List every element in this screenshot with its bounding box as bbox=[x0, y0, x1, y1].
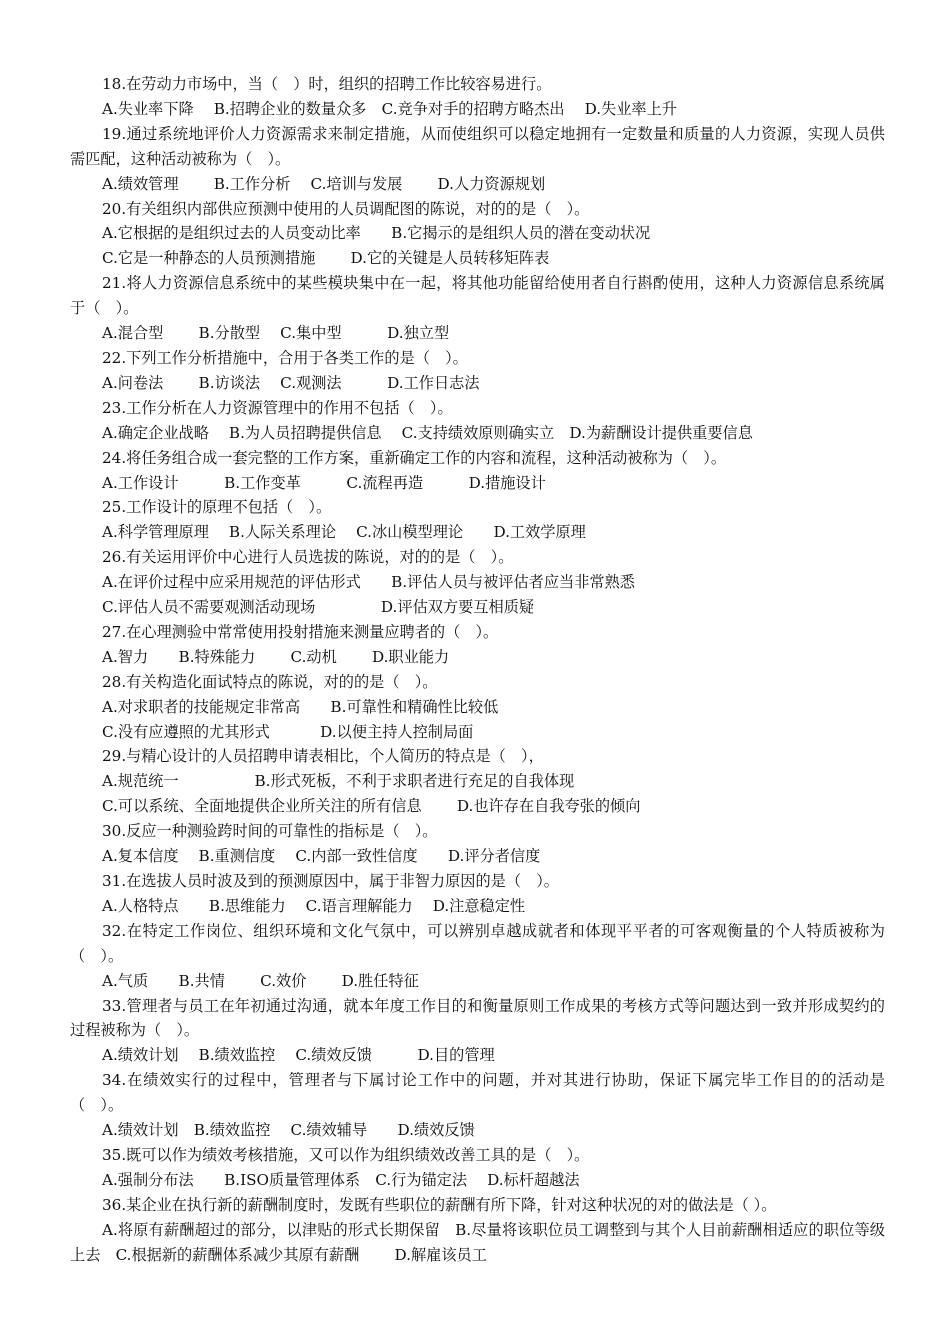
answer-options: A.强制分布法 B.ISO质量管理体系 C.行为锚定法 D.标杆超越法 bbox=[102, 1170, 580, 1189]
answer-options: A.规范统一 B.形式死板，不利于求职者进行充足的自我体现 bbox=[102, 772, 575, 791]
answer-options: A.人格特点 B.思维能力 C.语言理解能力 D.注意稳定性 bbox=[102, 896, 526, 915]
answer-options: A.混合型 B.分散型 C.集中型 D.独立型 bbox=[102, 324, 450, 343]
answer-options: A.绩效计划 B.绩效监控 C.绩效反馈 D.目的管理 bbox=[102, 1046, 495, 1065]
question-text: 26.有关运用评价中心进行人员选拔的陈说，对的的是（ ）。 bbox=[102, 548, 514, 567]
answer-options: A.绩效计划 B.绩效监控 C.绩效辅导 D.绩效反馈 bbox=[102, 1121, 475, 1140]
answer-options: C.评估人员不需要观测活动现场 D.评估双方要互相质疑 bbox=[102, 598, 535, 617]
question-text: 36.某企业在执行新的薪酬制度时，发既有些职位的薪酬有所下降，针对这种状况的对的做法是（ ）。 bbox=[102, 1195, 777, 1214]
answer-options: A.确定企业战略 B.为人员招聘提供信息 C.支持绩效原则确实立 D.为薪酬设计提供重要信息 bbox=[102, 423, 753, 442]
question-text: 35.既可以作为绩效考核措施，又可以作为组织绩效改善工具的是（ ）。 bbox=[102, 1145, 590, 1164]
answer-options: C.没有应遵照的尤其形式 D.以便主持人控制局面 bbox=[102, 722, 474, 741]
answer-options: A.对求职者的技能规定非常高 B.可靠性和精确性比较低 bbox=[102, 697, 499, 716]
question-text: 29.与精心设计的人员招聘申请表相比，个人简历的特点是（ ）， bbox=[102, 747, 544, 766]
question-text: 18.在劳动力市场中，当（ ）时，组织的招聘工作比较容易进行。 bbox=[102, 75, 552, 93]
question-text: 32.在特定工作岗位、组织环境和文化气氛中，可以辨别卓越成就者和体现平平者的可客观衡量的个人特质被称为（ ）。 bbox=[70, 921, 885, 965]
answer-options: C.它是一种静态的人员预测措施 D.它的关键是人员转移矩阵表 bbox=[102, 249, 550, 268]
answer-options: A.它根据的是组织过去的人员变动比率 B.它揭示的是组织人员的潜在变动状况 bbox=[102, 224, 651, 243]
question-text: A.将原有薪酬超过的部分，以津贴的形式长期保留 B.尽量将该职位员工调整到与其个人目前薪酬相适应的职位等级上去 C.根据新的薪酬体系减少其原有薪酬 D.解雇该员工 bbox=[70, 1220, 885, 1264]
answer-options: A.工作设计 B.工作变革 C.流程再造 D.措施设计 bbox=[102, 473, 546, 492]
question-text: 30.反应一种测验跨时间的可靠性的指标是（ ）。 bbox=[102, 822, 438, 841]
answer-options: A.在评价过程中应采用规范的评估形式 B.评估人员与被评估者应当非常熟悉 bbox=[102, 573, 635, 592]
answer-options: A.科学管理原理 B.人际关系理论 C.冰山模型理论 D.工效学原理 bbox=[102, 523, 586, 542]
answer-options: A.绩效管理 B.工作分析 C.培训与发展 D.人力资源规划 bbox=[102, 174, 546, 193]
question-text: 25.工作设计的原理不包括（ ）。 bbox=[102, 498, 332, 517]
question-text: 27.在心理测验中常常使用投射措施来测量应聘者的（ ）。 bbox=[102, 622, 499, 641]
question-text: 19.通过系统地评价人力资源需求来制定措施，从而使组织可以稳定地拥有一定数量和质量的人力资源，实现人员供需匹配，这种活动被称为（ ）。 bbox=[70, 124, 885, 168]
answer-options: A.气质 B.共情 C.效价 D.胜任特征 bbox=[102, 971, 419, 990]
answer-options: C.可以系统、全面地提供企业所关注的所有信息 D.也许存在自我夸张的倾向 bbox=[102, 797, 641, 816]
question-text: 24.将任务组合成一套完整的工作方案，重新确定工作的内容和流程，这种活动被称为（ ）。 bbox=[102, 448, 727, 467]
question-text: 34.在绩效实行的过程中，管理者与下属讨论工作中的问题，并对其进行协助，保证下属完毕工作目的的活动是（ ）。 bbox=[70, 1071, 885, 1115]
answer-options: A.失业率下降 B.招聘企业的数量众多 C.竞争对手的招聘方略杰出 D.失业率上升 bbox=[102, 99, 677, 118]
document-page bbox=[70, 72, 885, 1268]
question-text: 22.下列工作分析措施中，合用于各类工作的是（ ）。 bbox=[102, 348, 468, 367]
answer-options: A.复本信度 B.重测信度 C.内部一致性信度 D.评分者信度 bbox=[102, 847, 541, 866]
question-text: 23.工作分析在人力资源管理中的作用不包括（ ）。 bbox=[102, 398, 453, 417]
question-text: 31.在选拔人员时波及到的预测原因中，属于非智力原因的是（ ）。 bbox=[102, 872, 559, 890]
answer-options: A.智力 B.特殊能力 C.动机 D.职业能力 bbox=[102, 647, 450, 666]
answer-options: A.问卷法 B.访谈法 C.观测法 D.工作日志法 bbox=[102, 373, 480, 392]
question-text: 33.管理者与员工在年初通过沟通，就本年度工作目的和衡量原则工作成果的考核方式等问题达到一致并形成契约的过程被称为（ ）。 bbox=[70, 996, 885, 1040]
question-text: 20.有关组织内部供应预测中使用的人员调配图的陈说，对的的是（ ）。 bbox=[102, 199, 590, 218]
question-text: 21.将人力资源信息系统中的某些模块集中在一起，将其他功能留给使用者自行斟酌使用，这种人力资源信息系统属于（ ）。 bbox=[70, 274, 885, 318]
question-text: 28.有关构造化面试特点的陈说，对的的是（ ）。 bbox=[102, 672, 438, 691]
